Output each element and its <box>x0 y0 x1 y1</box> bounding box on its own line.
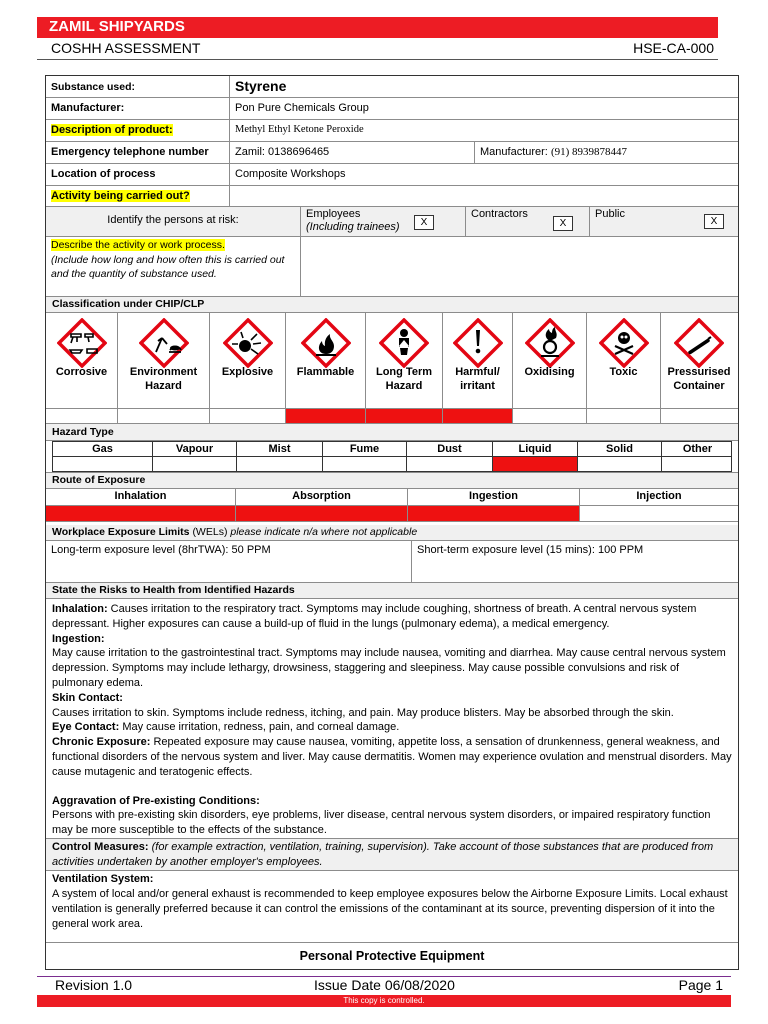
substance-label: Substance used: <box>46 76 230 97</box>
hazard-type-mark-cell[interactable] <box>578 457 662 471</box>
pictogram-2 <box>118 313 210 408</box>
hazard-type-mark-cell[interactable] <box>407 457 493 471</box>
emergency-manufacturer-phone: (91) 8939878447 <box>550 146 628 158</box>
environment-hazard-icon <box>139 318 189 368</box>
route-mark-cell[interactable] <box>46 506 236 521</box>
ventilation-text: A system of local and/or general exhaust is recommended to keep employee exposures below the Airborne Exposure Limits. Local exhaust ventilation is generally preferred because it can control the emissions of the contaminant at its source, preventing dispersion of it into the general work area. <box>52 888 728 930</box>
footer-revision: Revision 1.0 <box>55 977 133 993</box>
describe-value[interactable] <box>301 237 738 296</box>
pictogram-label: Toxic <box>609 366 638 378</box>
ventilation-label: Ventilation System: <box>52 873 154 885</box>
classification-pictograms <box>46 313 738 409</box>
control-label: Control Measures: <box>52 841 149 853</box>
activity-label: Activity being carried out? <box>51 190 190 202</box>
document-title: COSHH ASSESSMENT <box>51 40 201 56</box>
controlled-copy-banner: This copy is controlled. <box>37 995 731 1007</box>
emergency-label: Emergency telephone number <box>46 142 230 163</box>
pictogram-6 <box>443 313 513 408</box>
route-mark-cell[interactable] <box>408 506 580 521</box>
public-checkbox[interactable]: X <box>704 214 724 229</box>
hazard-type-mark-cell[interactable] <box>237 457 323 471</box>
footer <box>37 977 731 995</box>
classification-mark-cell[interactable] <box>661 409 737 423</box>
pictogram-8 <box>587 313 661 408</box>
emergency-manufacturer <box>475 142 738 163</box>
hazard-type-header: Other <box>682 443 713 455</box>
pictogram-4 <box>286 313 366 408</box>
manufacturer-value: Pon Pure Chemicals Group <box>235 102 369 114</box>
explosive-icon <box>223 318 273 368</box>
inhalation-label: Inhalation: <box>52 603 108 615</box>
control-note: (for example extraction, ventilation, training, supervision). Take account of those substances that are produced from activities undertaken by another employer's employees. <box>52 841 714 868</box>
public-label: Public <box>595 208 625 220</box>
hazard-type-header: Liquid <box>493 442 578 456</box>
exclamation-icon <box>453 318 503 368</box>
classification-marks <box>46 409 738 424</box>
describe-label: Describe the activity or work process. <box>51 239 225 251</box>
wel-title: Workplace Exposure Limits <box>52 526 190 538</box>
company-banner <box>37 17 718 38</box>
persons-public <box>590 207 738 236</box>
pictogram-label: Corrosive <box>55 366 108 378</box>
route-mark-cell[interactable] <box>236 506 408 521</box>
persons-contractors <box>466 207 590 236</box>
employees-label: Employees <box>306 208 361 220</box>
emergency-manufacturer-label: Manufacturer: <box>480 146 548 158</box>
classification-mark-cell[interactable] <box>513 409 587 423</box>
oxidising-icon <box>525 318 575 368</box>
corrosive-icon <box>57 318 107 368</box>
classification-title: Classification under CHIP/CLP <box>46 297 738 313</box>
classification-mark-cell[interactable] <box>210 409 286 423</box>
skin-contact-label: Skin Contact: <box>52 691 123 704</box>
hazard-type-headers <box>52 441 732 457</box>
aggravation-label: Aggravation of Pre-existing Conditions: <box>52 794 260 807</box>
wel-note: please indicate n/a where not applicable <box>230 526 418 538</box>
hazard-type-mark-cell[interactable] <box>493 457 578 471</box>
classification-mark-cell[interactable] <box>443 409 513 423</box>
route-marks <box>46 506 738 522</box>
eye-contact-text: May cause irritation, redness, pain, and corneal damage. <box>122 721 400 734</box>
location-label: Location of process <box>46 164 230 185</box>
hazard-type-title: Hazard Type <box>46 424 738 441</box>
row-wel-values <box>46 541 738 583</box>
classification-mark-cell[interactable] <box>118 409 210 423</box>
description-value: Methyl Ethyl Ketone Peroxide <box>235 124 364 135</box>
risks-title: State the Risks to Health from Identified Hazards <box>46 583 738 599</box>
hazard-type-mark-cell[interactable] <box>662 457 733 471</box>
gas-cylinder-icon <box>674 318 724 368</box>
row-persons-at-risk <box>46 207 738 237</box>
skin-contact-text: Causes irritation to skin. Symptoms include redness, itching, and pain. May produce blisters. May be absorbed through the skin. <box>52 706 674 719</box>
pictogram-label: Harmful/ irritant <box>455 366 500 392</box>
wel-short-term: Short-term exposure level (15 mins): 100 PPM <box>417 544 644 556</box>
pictogram-label: Oxidising <box>524 366 575 378</box>
pictogram-label: Pressurised Container <box>667 366 731 392</box>
employees-checkbox[interactable]: X <box>414 215 434 230</box>
row-location <box>46 164 738 186</box>
hazard-type-mark-cell[interactable] <box>153 457 237 471</box>
footer-page: Page 1 <box>678 977 723 993</box>
pictogram-3 <box>210 313 286 408</box>
hazard-type-marks <box>52 456 732 472</box>
location-value: Composite Workshops <box>235 168 346 180</box>
pictogram-5 <box>366 313 443 408</box>
ventilation-system <box>46 871 738 943</box>
hazard-type-header: Mist <box>237 442 323 456</box>
row-describe-activity <box>46 237 738 297</box>
classification-mark-cell[interactable] <box>587 409 661 423</box>
control-measures <box>46 839 738 871</box>
hazard-type-header: Solid <box>578 442 662 456</box>
pictogram-9 <box>661 313 737 408</box>
row-emergency <box>46 142 738 164</box>
hazard-type-table <box>46 441 738 473</box>
description-label: Description of product: <box>51 124 173 136</box>
company-name: ZAMIL SHIPYARDS <box>49 18 185 35</box>
document-code: HSE-CA-000 <box>633 40 714 56</box>
route-header: Absorption <box>236 489 408 505</box>
health-hazard-icon <box>379 318 429 368</box>
route-headers <box>46 489 738 506</box>
pictogram-label: Long Term Hazard <box>375 366 432 392</box>
chronic-exposure-text: Repeated exposure may cause nausea, vomiting, appetite loss, a sensation of drunkenness, general weakness, and functional disorders of the nervous system and liver. May cause dermatitis. Women may experience ovulation and menstrual disorders. May cause mutagenic and teratogenic effects. <box>52 736 732 778</box>
pictogram-label: Flammable <box>296 366 355 378</box>
route-header: Inhalation <box>46 489 236 505</box>
skull-icon <box>599 318 649 368</box>
flammable-icon <box>301 318 351 368</box>
hazard-type-header: Dust <box>407 442 493 456</box>
wel-title-row <box>46 525 738 541</box>
hazard-type-header: Fume <box>323 442 407 456</box>
ingestion-text: May cause irritation to the gastrointestinal tract. Symptoms may include nausea, vomiting and diarrhea. May cause central nervous system depression. Symptoms may include lethargy, drowsiness, staggering and sleepiness. May cause possible convulsions and risk of pulmonary edema. <box>52 647 726 689</box>
pictogram-1 <box>46 313 118 408</box>
row-substance <box>46 76 738 98</box>
hazard-type-mark-cell[interactable] <box>53 457 153 471</box>
pictogram-label: Environment Hazard <box>129 366 198 392</box>
employees-note: (Including trainees) <box>306 221 400 233</box>
classification-mark-cell[interactable] <box>46 409 118 423</box>
document-header <box>37 40 718 60</box>
contractors-label: Contractors <box>471 208 528 220</box>
ppe-title: Personal Protective Equipment <box>299 949 485 963</box>
hazard-type-header: Gas <box>53 442 153 456</box>
aggravation-text: Persons with pre-existing skin disorders, eye problems, liver disease, central nervous system disorders, or impaired respiratory function may be more susceptible to the effects of the substance. <box>52 809 711 837</box>
inhalation-text: Causes irritation to the respiratory tract. Symptoms may include coughing, shortness of breath. A central nervous system depressant. Higher exposures can cause a build-up of fluid in the lungs (pulmonary edema), a medical emergency. <box>52 603 697 630</box>
contractors-checkbox[interactable]: X <box>553 216 573 231</box>
footer-issue-date: Issue Date 06/08/2020 <box>314 977 455 993</box>
risks-body <box>46 599 738 839</box>
persons-employees <box>301 207 466 236</box>
row-activity <box>46 186 738 207</box>
route-mark-cell[interactable] <box>580 506 738 521</box>
classification-mark-cell[interactable] <box>366 409 443 423</box>
route-header: Injection <box>636 490 682 502</box>
eye-contact-label: Eye Contact: <box>52 721 120 734</box>
ingestion-label: Ingestion: <box>52 632 105 645</box>
persons-label: Identify the persons at risk: <box>46 207 301 236</box>
activity-value[interactable] <box>230 186 738 206</box>
route-title: Route of Exposure <box>46 473 738 489</box>
emergency-zamil: Zamil: 0138696465 <box>230 142 475 163</box>
hazard-type-mark-cell[interactable] <box>323 457 407 471</box>
wel-long-term: Long-term exposure level (8hrTWA): 50 PPM <box>46 541 412 582</box>
describe-note: (Include how long and how often this is carried out and the quantity of substance used. <box>51 253 285 280</box>
row-manufacturer <box>46 98 738 120</box>
assessment-form <box>45 75 739 970</box>
chronic-exposure-label: Chronic Exposure: <box>52 736 151 749</box>
classification-mark-cell[interactable] <box>286 409 366 423</box>
hazard-type-header: Vapour <box>153 442 237 456</box>
substance-value: Styrene <box>235 78 287 94</box>
route-header: Ingestion <box>408 489 580 505</box>
manufacturer-label: Manufacturer: <box>46 98 230 119</box>
pictogram-label: Explosive <box>221 366 274 378</box>
row-description <box>46 120 738 142</box>
wel-abbr: (WELs) <box>192 526 228 538</box>
pictogram-7 <box>513 313 587 408</box>
